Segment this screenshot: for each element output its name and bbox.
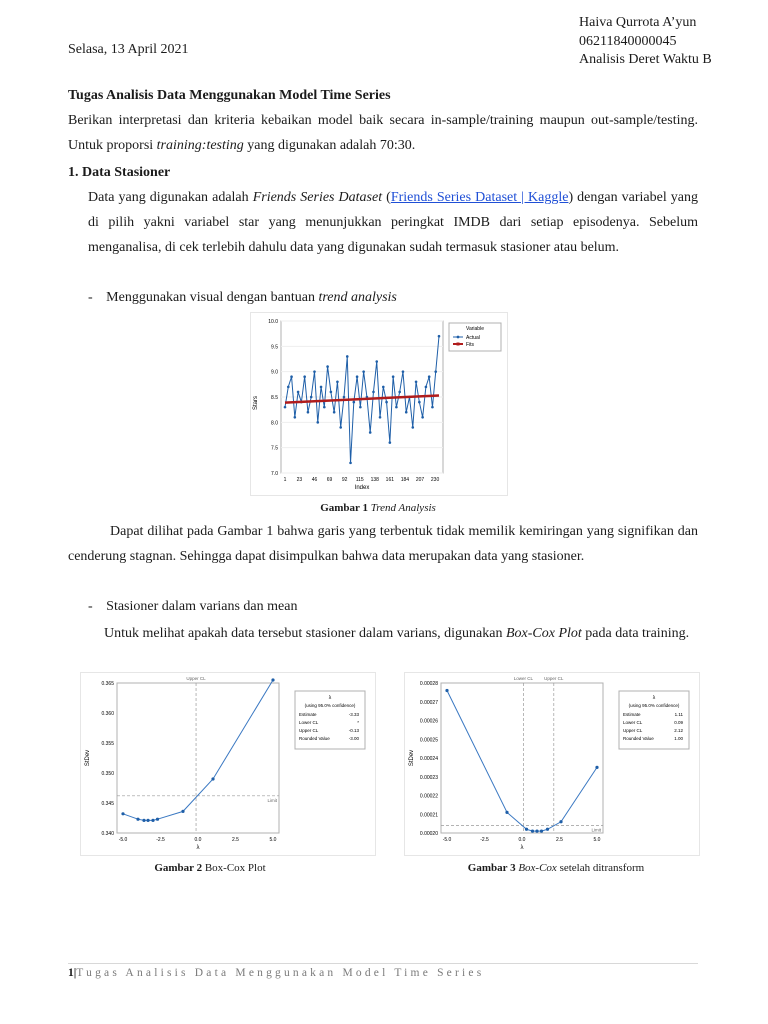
stdev-point [156,818,159,821]
actual-point [369,431,372,434]
actual-point [428,375,431,378]
actual-point [290,375,293,378]
intro-text: Berikan interpretasi dan kriteria kebaikan model baik secara in-sample/training maupun out-sample/testing. Untuk proporsi [68,113,698,153]
actual-point [294,416,297,419]
actual-point [284,406,287,409]
confidence-limit-label: Upper CL [544,676,564,681]
p1-paren: ( [382,190,391,205]
actual-point [316,421,319,424]
lambda-table-row-label: Estimate [623,712,641,717]
y-tick-label: 0.00026 [419,718,438,725]
x-axis-label: λ [520,845,524,851]
trend-analysis-chart [251,313,507,495]
y-axis-label: StDev [85,749,91,767]
y-tick-label: 0.00027 [419,699,438,706]
dataset-name: Friends Series Dataset [252,190,383,205]
stdev-point [525,828,528,831]
actual-point [349,462,352,465]
kaggle-link[interactable]: Friends Series Dataset | Kaggle [390,190,569,205]
actual-point [411,426,414,429]
y-axis-label: StDev [409,749,415,767]
actual-point [395,406,398,409]
y-tick-label: 0.00022 [419,793,438,800]
boxcox-chart [81,673,375,855]
actual-point [392,375,395,378]
lambda-table-row-value: -3.00 [348,736,359,741]
intro-paragraph [68,108,698,158]
stdev-point [535,830,538,833]
y-tick-label: 9.0 [271,369,278,376]
actual-point [372,391,375,394]
stdev-point [181,810,184,813]
y-tick-label: 10.0 [268,319,278,325]
actual-point [339,426,342,429]
y-tick-label: 0.340 [101,831,114,837]
actual-point [379,416,382,419]
x-tick-label: 2.5 [232,837,239,843]
confidence-limit-label: Lower CL [513,676,533,681]
actual-point [415,381,418,384]
actual-point [402,370,405,373]
actual-point [356,375,359,378]
y-tick-label: 7.0 [271,471,278,477]
actual-point [313,370,316,373]
legend-title: Variable [466,326,484,332]
y-tick-label: 0.355 [101,741,114,747]
intro-text-end: yang digunakan adalah 70:30. [243,138,416,153]
y-tick-label: 9.5 [271,344,278,351]
lambda-table-row-value: 1.00 [674,736,683,741]
stdev-point [595,766,598,769]
x-tick-label: -2.5 [156,837,165,843]
stdev-point [142,819,145,822]
boxcox-emphasis: Box-Cox Plot [505,626,582,641]
actual-point [431,406,434,409]
lambda-table-row-value: -0.13 [348,728,359,733]
figure-2-caption [80,862,340,874]
actual-point [297,391,300,394]
fig3-caption-label: Gambar 3 [467,862,516,874]
lambda-table-row-value: -3.33 [348,712,359,717]
data-description-paragraph [88,185,698,260]
actual-point [307,411,310,414]
fig2-caption-title: Box-Cox Plot [204,862,266,874]
lambda-table-row-label: Upper CL [623,728,643,733]
student-id: 06211840000045 [579,33,677,49]
page-number: 1 [68,967,74,979]
x-tick-label: 161 [385,477,395,483]
stdev-point [211,777,214,780]
actual-point [438,335,441,338]
page-footer [68,963,698,979]
x-tick-label: 115 [355,477,364,483]
bullet-dash-2: - [88,599,93,614]
x-tick-label: 0.0 [194,837,202,843]
author-block [579,14,712,70]
limit-label: Limit [591,827,601,833]
legend-fits: Fits [466,342,475,348]
actual-point [333,411,336,414]
legend-fits-marker [457,343,460,346]
course-name: Analisis Deret Waktu B [579,52,712,67]
y-tick-label: 8.0 [271,420,278,427]
legend [449,323,501,351]
actual-point [303,375,306,378]
lambda-table-row-value: 2.12 [674,728,683,733]
figure-1-caption [250,502,506,514]
y-tick-label: 0.00025 [419,737,438,744]
x-tick-label: -5.0 [442,837,452,843]
y-tick-label: 0.00021 [419,812,438,819]
actual-point [353,401,356,404]
fig3-caption-title: setelah ditransform [559,862,645,874]
stdev-point [445,689,448,692]
legend-actual: Actual [466,335,480,341]
lambda-table-row-label: Lower CL [299,720,319,725]
stdev-point [151,819,154,822]
x-tick-label: -2.5 [480,837,489,843]
author-name: Haiva Qurrota A’yun [579,15,697,30]
fig2-caption-label: Gambar 2 [154,862,203,874]
bullet-trend [88,285,397,310]
actual-point [389,441,392,444]
y-tick-label: 0.00020 [419,831,438,837]
stdev-point [121,812,124,815]
x-tick-label: 2.5 [556,837,563,843]
bullet-trend-emphasis: trend analysis [318,290,397,305]
stdev-point [146,819,149,822]
y-tick-label: 0.00023 [419,774,438,781]
p1-rest: ) dengan variabel yang di pilih yakni variabel star yang menunjukkan peringkat IMDB dari setiap episodenya. Sebelum menganalisa, di cek terlebih dahulu data yang digunakan sudah termasuk stasioner atau belum. [88,190,698,255]
p3-text: Untuk melihat apakah data tersebut stasioner dalam varians, digunakan [104,626,506,641]
y-tick-label: 0.345 [101,801,114,807]
lambda-table-subheader: (using 95.0% confidence) [628,703,680,708]
footer-separator: | [73,967,77,979]
actual-point [330,391,333,394]
boxcox-figure [80,672,376,856]
footer-text: Tugas Analisis Data Menggunakan Model Time Series [76,967,485,979]
actual-point [287,386,290,389]
lambda-table-header: λ [652,695,656,701]
actual-point [320,386,323,389]
legend-actual-marker [457,336,460,339]
document-title: Tugas Analisis Data Menggunakan Model Time Series [68,88,391,103]
boxcox-transformed-chart [405,673,699,855]
confidence-limit-label: Upper CL [186,676,206,681]
actual-point [343,396,346,399]
x-tick-label: 69 [326,477,333,483]
stdev-point [136,818,139,821]
boxcox-transformed-figure [404,672,700,856]
stdev-point [531,830,534,833]
lambda-table-row-label: Rounded Value [623,736,654,741]
fig3-caption-emph: Box-Cox [518,862,557,874]
lambda-table-header: λ [328,695,332,701]
x-axis-label: λ [196,845,200,851]
stdev-point [540,830,543,833]
actual-point [405,411,408,414]
lambda-table-row-label: Lower CL [623,720,643,725]
actual-point [425,386,428,389]
figure-3-caption [414,862,698,874]
actual-point [336,381,339,384]
y-tick-label: 0.350 [101,771,114,777]
y-tick-label: 0.360 [101,711,114,717]
x-tick-label: 230 [430,477,440,483]
bullet-variance [88,594,297,619]
section-heading: 1. Data Stasioner [68,165,171,180]
y-tick-label: 8.5 [271,395,278,401]
boxcox-paragraph [68,621,698,646]
stdev-point [559,820,562,823]
actual-point [421,416,424,419]
fig1-caption-label: Gambar 1 [320,502,368,514]
lambda-table-row-label: Rounded Value [299,736,330,741]
plot-area [441,683,603,833]
actual-point [434,370,437,373]
actual-point [346,355,349,358]
document-date: Selasa, 13 April 2021 [68,42,189,57]
actual-point [382,386,385,389]
intro-emphasis: training:testing [156,138,244,153]
plot-area [117,683,279,833]
x-tick-label: 23 [296,477,303,483]
bullet-variance-text: Stasioner dalam varians dan mean [106,599,298,614]
x-tick-label: 5.0 [269,837,277,843]
x-tick-label: 138 [370,477,379,483]
actual-point [323,406,326,409]
p1-text: Data yang digunakan adalah [88,190,253,205]
y-axis-label: Stars [253,395,259,411]
lambda-table-row-value: 1.11 [674,712,683,717]
actual-point [310,396,313,399]
lambda-table-row-value: * [357,720,359,725]
x-tick-label: 5.0 [593,837,601,843]
interpretation-paragraph: Dapat dilihat pada Gambar 1 bahwa garis yang terbentuk tidak memilik kemiringan yang signifikan dan cenderung stagnan. Sehingga dapat disimpulkan bahwa data merupakan data yang stasioner. [68,524,698,564]
x-tick-label: 184 [400,477,410,483]
p3-text-end: pada data training. [581,626,690,641]
actual-point [362,370,365,373]
x-tick-label: 46 [311,477,318,483]
y-tick-label: 0.00028 [419,681,438,687]
x-tick-label: 207 [415,477,425,483]
x-axis-label: Index [354,485,370,491]
x-tick-label: 1 [283,477,287,483]
y-tick-label: 0.00024 [419,756,438,762]
lambda-table-subheader: (using 95.0% confidence) [304,703,356,708]
y-tick-label: 7.5 [271,445,278,452]
stdev-point [271,678,274,681]
x-tick-label: 0.0 [518,837,526,843]
lambda-table-row-label: Estimate [299,712,317,717]
lambda-table-row-label: Upper CL [299,728,319,733]
x-tick-label: -5.0 [118,837,128,843]
actual-point [375,360,378,363]
actual-point [418,401,421,404]
fig1-caption-title: Trend Analysis [370,502,436,514]
x-tick-label: 92 [341,477,348,483]
stdev-point [546,828,549,831]
stdev-point [505,811,508,814]
trend-analysis-figure [250,312,508,496]
limit-label: Limit [267,797,277,803]
actual-point [385,401,388,404]
bullet-trend-text: Menggunakan visual dengan bantuan [106,290,319,305]
actual-point [359,406,362,409]
actual-point [326,365,329,368]
y-tick-label: 0.365 [101,681,114,687]
bullet-dash: - [88,290,93,305]
actual-point [398,391,401,394]
lambda-table-row-value: 0.09 [674,720,683,725]
